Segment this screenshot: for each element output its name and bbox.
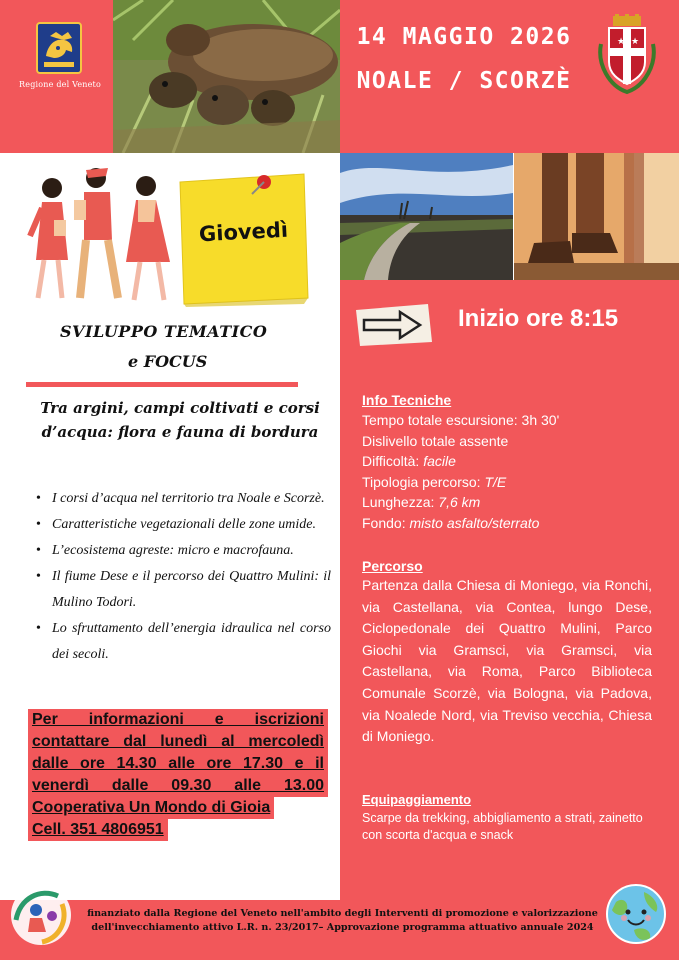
header-right-band — [340, 0, 679, 153]
smiling-earth-icon — [604, 882, 668, 946]
details-column — [340, 280, 679, 900]
svg-text:★: ★ — [617, 37, 626, 47]
focus-title-line1: SVILUPPO TEMATICO — [60, 322, 268, 341]
ducks-photo — [113, 0, 340, 153]
tech-info-value: 7,6 km — [438, 494, 481, 510]
footer-funding-note — [80, 907, 605, 935]
tech-info-label: Difficoltà: — [362, 453, 424, 469]
start-time: Inizio ore 8:15 — [458, 305, 619, 332]
svg-text:★: ★ — [631, 37, 640, 47]
topics-list — [36, 486, 331, 668]
tech-info-label: Dislivello totale assente — [362, 432, 509, 449]
header-left-band — [0, 0, 340, 153]
list-item: • L’ecosistema agreste: micro e macrofauna. — [36, 538, 331, 564]
focus-title-line2: e FOCUS — [128, 352, 208, 371]
lion-shield-icon — [36, 22, 82, 74]
list-item: • Lo sfruttamento dell’energia idraulica nel corso dei secoli. — [36, 616, 331, 668]
walking-feet-photo — [514, 153, 679, 280]
list-item: • Il fiume Dese e il percorso dei Quattro Mulini: il Mulino Todori. — [36, 564, 331, 616]
countryside-path-photo — [340, 153, 513, 280]
contact-info-box — [28, 709, 328, 841]
tech-info-line — [362, 433, 508, 449]
contact-line: venerdì dalle 09.30 alle 13.00 — [28, 775, 328, 797]
cooperative-logo-icon — [6, 880, 76, 950]
tech-info-label: Tempo totale escursione: — [362, 412, 522, 428]
contact-phone: Cell. 351 4806951 — [28, 819, 168, 841]
municipal-crest-icon — [595, 14, 659, 96]
event-date: 14 MAGGIO 2026 — [356, 24, 572, 50]
contact-line: dalle ore 14.30 alle ore 17.30 e il — [28, 753, 328, 775]
tech-info-value: facile — [423, 453, 456, 469]
tech-info-label: Tipologia percorso: — [362, 473, 485, 490]
footer-line2: dell'invecchiamento attivo L.R. n. 23/2017– Approvazione programma attuativo annuale 2024 — [91, 922, 594, 933]
region-logo-text: Regione del Veneto — [19, 80, 101, 89]
contact-line: Per informazioni e iscrizioni — [28, 709, 328, 731]
focus-subtitle: Tra argini, campi coltivati e corsi d’acqua: flora e fauna di bordura — [40, 399, 320, 441]
arrow-right-icon — [354, 302, 434, 348]
equipment-description: Scarpe da trekking, abbigliamento a strati, zainetto con scorta d'acqua e snack — [362, 811, 643, 842]
tech-info-value: T/E — [484, 473, 507, 490]
region-logo — [14, 16, 106, 96]
tech-info-line — [362, 474, 506, 490]
tech-info-label: Lunghezza: — [362, 494, 439, 510]
weekday-label: Giovedì — [198, 217, 289, 247]
equipment-title: Equipaggiamento — [362, 792, 472, 807]
tech-info-value: misto asfalto/sterrato — [409, 514, 540, 531]
route-description: Partenza dalla Chiesa di Moniego, via Ronchi, via Castellana, via Contea, lungo Dese, Ciclopedonale dei Quattro Mulini, Parco Giochi via Gramsci, via Gramsci, via Castellana, via Roma, Parco Biblioteca Comunale Scorzè, via Bologna, via Padova, via Noalede Nord, via Treviso vecchia, Chiesa di Moniego. — [362, 577, 652, 745]
tech-info-line — [362, 494, 480, 510]
weekday-sticky-note — [176, 172, 311, 307]
tech-info-line — [362, 453, 456, 469]
footer-line1: finanziato dalla Regione del Veneto nell'ambito degli Interventi di promozione e valorizzazione — [87, 908, 598, 919]
tech-info-title: Info Tecniche — [362, 392, 452, 408]
contact-line: contattare dal lunedì al mercoledì — [28, 731, 328, 753]
focus-divider — [26, 382, 298, 387]
tech-info-value: 3h 30' — [521, 412, 560, 428]
list-item: • I corsi d’acqua nel territorio tra Noale e Scorzè. — [36, 486, 331, 512]
list-item: • Caratteristiche vegetazionali delle zone umide. — [36, 512, 331, 538]
route-title: Percorso — [362, 558, 423, 574]
event-places: NOALE / SCORZÈ — [356, 68, 572, 94]
tech-info-line — [362, 515, 539, 531]
tech-info-line — [362, 412, 559, 428]
walkers-illustration — [14, 160, 179, 310]
tech-info-label: Fondo: — [362, 514, 410, 531]
contact-organization: Cooperativa Un Mondo di Gioia — [28, 797, 274, 819]
